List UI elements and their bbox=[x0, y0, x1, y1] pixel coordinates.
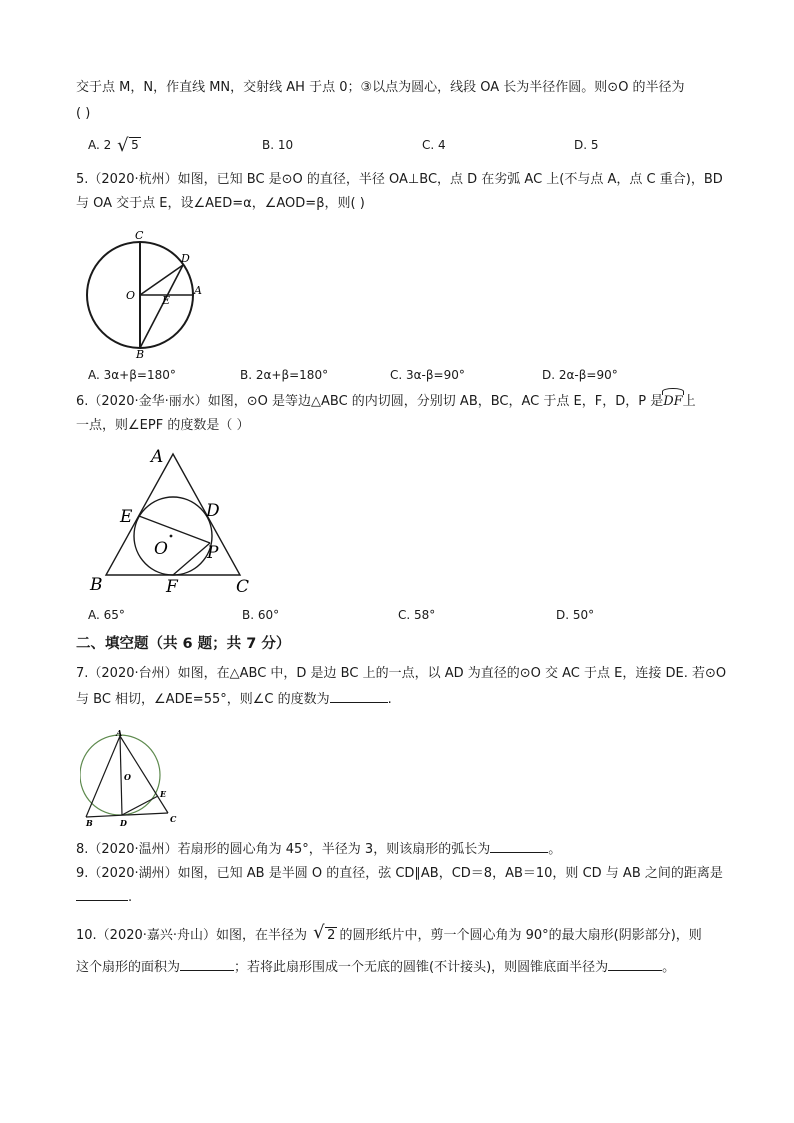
diameter-ad bbox=[120, 736, 122, 815]
q9-line2: . bbox=[76, 888, 726, 908]
q5-option-d: D. 2α-β=90° bbox=[542, 368, 618, 382]
sqrt-symbol: √ 5 bbox=[117, 138, 141, 152]
q4-option-b: B. 10 bbox=[262, 138, 294, 152]
label-o: O bbox=[124, 772, 131, 782]
label-e: E bbox=[120, 507, 133, 527]
q10-line2: 这个扇形的面积为 ；若将此扇形围成一个无底的圆锥(不计接头)，则圆锥底面半径为 。 bbox=[76, 960, 676, 975]
answer-blank[interactable] bbox=[76, 888, 128, 901]
label-o: O bbox=[154, 539, 168, 559]
q8-line: 8.（2020·温州）若扇形的圆心角为 45°，半径为 3，则该扇形的弧长为 。 bbox=[76, 842, 562, 857]
q7-line2: 与 BC 相切，∠ADE=55°，则∠C 的度数为 . bbox=[76, 692, 392, 707]
label-a: A bbox=[151, 447, 164, 467]
label-b: B bbox=[86, 818, 93, 828]
q6-incircle-diagram bbox=[86, 444, 266, 596]
label-e: E bbox=[160, 789, 167, 799]
q4-option-a: A. 2 √ 5 bbox=[88, 138, 143, 152]
answer-blank[interactable] bbox=[180, 958, 234, 971]
q5-line1: 5.（2020·杭州）如图，已知 BC 是⊙O 的直径，半径 OA⊥BC，点 D 在劣弧 AC 上(不与点 A，点 C 重合)，BD bbox=[76, 172, 723, 187]
q5-line2: 与 OA 交于点 E，设∠AED=α，∠AOD=β，则( ) bbox=[76, 196, 365, 211]
q5-option-c: C. 3α-β=90° bbox=[390, 368, 465, 382]
q6-option-d: D. 50° bbox=[556, 608, 595, 622]
label-b: B bbox=[136, 348, 145, 360]
label-c: C bbox=[236, 577, 250, 596]
q5-option-a: A. 3α+β=180° bbox=[88, 368, 176, 382]
section-fill-in-heading: 二、填空题（共 6 题；共 7 分） bbox=[76, 636, 291, 652]
q10-line1: 10.（2020·嘉兴·舟山）如图，在半径为 √ 2 的圆形纸片中，剪一个圆心角为 90°的最大扇形(阴影部分)，则 bbox=[76, 926, 726, 946]
q6-option-b: B. 60° bbox=[242, 608, 280, 622]
arc-df: DF bbox=[663, 392, 682, 412]
q4-line1: 交于点 M，N，作直线 MN，交射线 AH 于点 0；③以点为圆心，线段 OA 长为半径作圆。则⊙O 的半径为 bbox=[76, 80, 685, 95]
q5-options bbox=[88, 368, 728, 388]
q4-option-c: C. 4 bbox=[422, 138, 446, 152]
q6-option-a: A. 65° bbox=[88, 608, 125, 622]
q6-option-c: C. 58° bbox=[398, 608, 436, 622]
label-d: D bbox=[181, 252, 190, 265]
incircle-o bbox=[134, 497, 212, 575]
answer-blank[interactable] bbox=[490, 840, 548, 853]
label-a: A bbox=[116, 728, 123, 738]
q4-option-d: D. 5 bbox=[574, 138, 599, 152]
label-f: F bbox=[166, 577, 178, 596]
label-c: C bbox=[135, 229, 144, 242]
q6-options bbox=[88, 608, 728, 628]
segment-ep bbox=[139, 516, 210, 543]
q4-options bbox=[88, 138, 728, 158]
segment-od bbox=[140, 265, 183, 295]
q6-line2: 一点，则∠EPF 的度数是（ ） bbox=[76, 418, 250, 433]
q5-option-b: B. 2α+β=180° bbox=[240, 368, 329, 382]
center-dot bbox=[170, 535, 173, 538]
q7-diagram bbox=[80, 728, 190, 828]
q6-line1: 6.（2020·金华·丽水）如图，⊙O 是等边△ABC 的内切圆，分别切 AB，BC，AC 于点 E，F，D，P 是DF上 bbox=[76, 392, 726, 412]
segment-bc bbox=[86, 813, 168, 817]
label-d: D bbox=[120, 818, 127, 828]
label-e: E bbox=[162, 294, 171, 307]
answer-blank[interactable] bbox=[608, 958, 662, 971]
q5-circle-diagram bbox=[80, 226, 220, 360]
label-p: P bbox=[207, 543, 219, 563]
label-a: A bbox=[194, 284, 202, 297]
answer-blank[interactable] bbox=[330, 690, 388, 703]
label-c: C bbox=[170, 814, 177, 824]
q7-line1: 7.（2020·台州）如图，在△ABC 中，D 是边 BC 上的一点，以 AD 为直径的⊙O 交 AC 于点 E，连接 DE. 若⊙O bbox=[76, 666, 727, 681]
sqrt-symbol: √ 2 bbox=[313, 926, 337, 946]
label-d: D bbox=[206, 501, 220, 521]
segment-de bbox=[122, 796, 158, 815]
q4-line2: ( ) bbox=[76, 106, 91, 121]
label-b: B bbox=[90, 575, 103, 595]
q9-line1: 9.（2020·湖州）如图，已知 AB 是半圆 O 的直径，弦 CD∥AB，CD＝8，AB＝10，则 CD 与 AB 之间的距离是 bbox=[76, 866, 723, 881]
label-o: O bbox=[126, 289, 136, 302]
